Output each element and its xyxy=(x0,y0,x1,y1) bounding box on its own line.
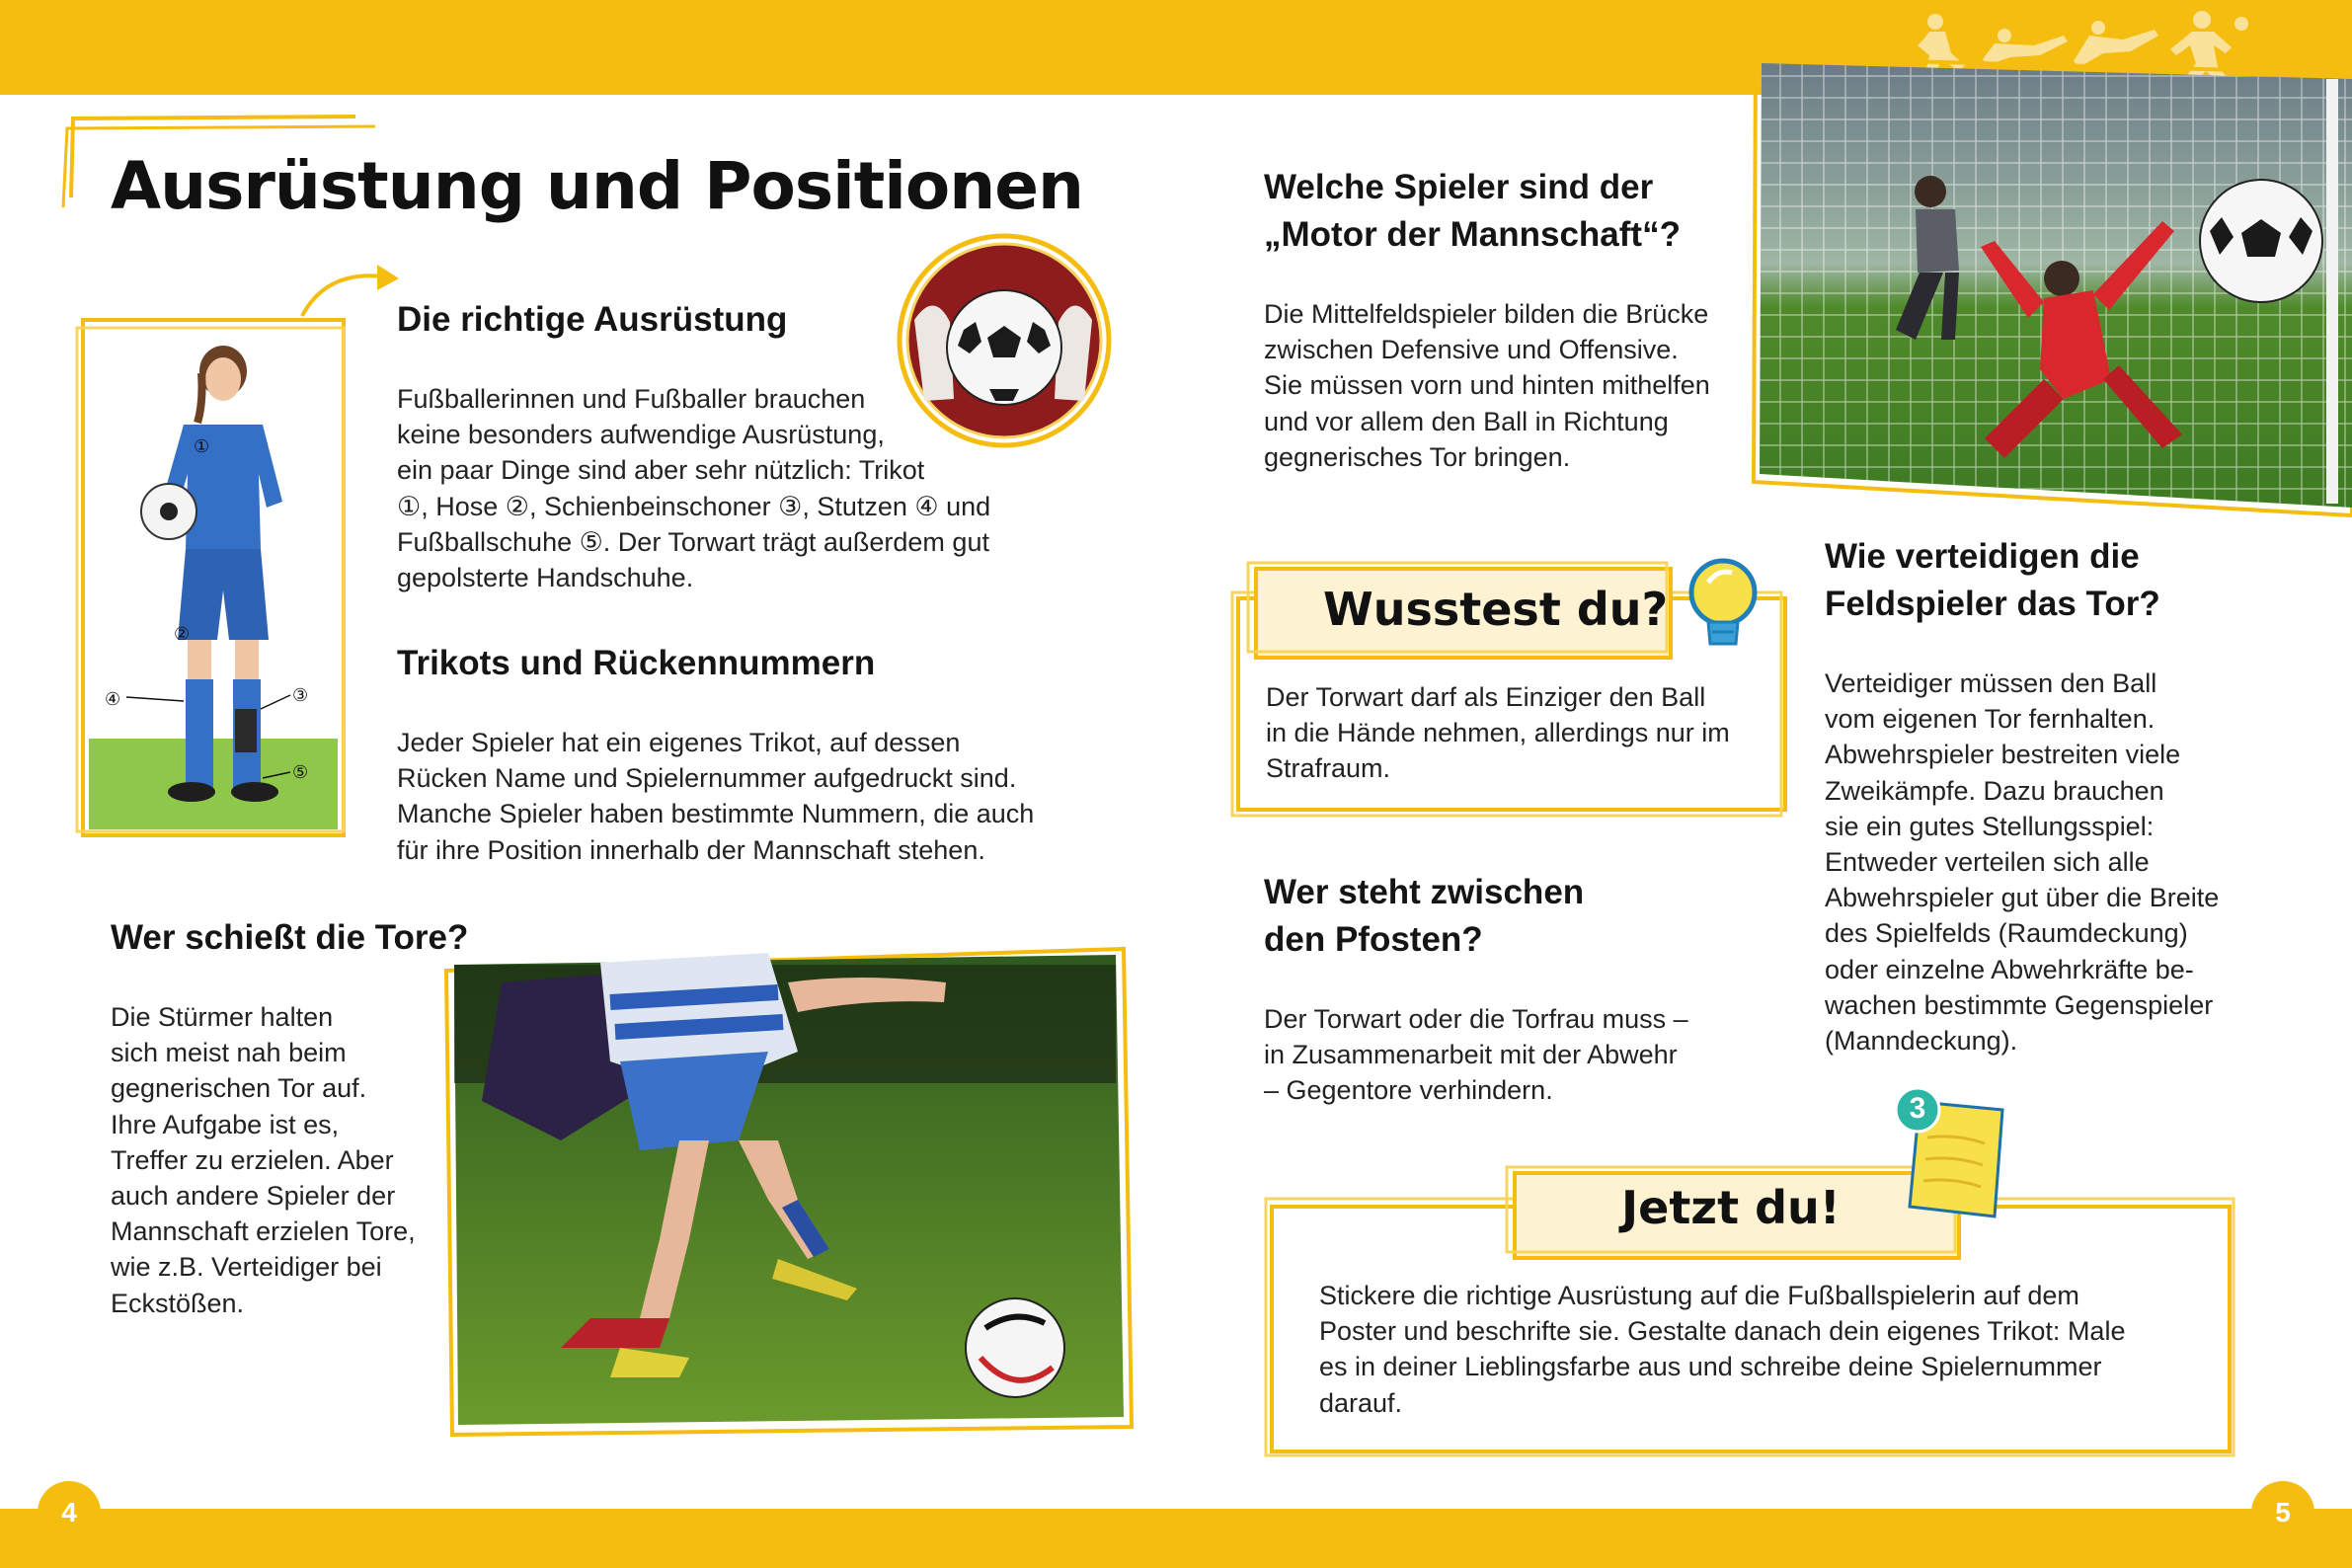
defenders-line: vom eigenen Tor fernhalten. xyxy=(1825,704,2156,735)
goalkeeper-photo xyxy=(1748,43,2352,517)
task-number-badge: 3 xyxy=(1909,1092,1926,1125)
svg-text:⑤: ⑤ xyxy=(292,762,309,783)
goalkeeper-heading-line: Wer steht zwischen xyxy=(1264,873,1585,911)
goalkeeper-line: in Zusammenarbeit mit der Abwehr xyxy=(1264,1040,1678,1070)
page-number-left: 4 xyxy=(38,1481,101,1544)
did-you-know-line: Der Torwart darf als Einziger den Ball xyxy=(1266,682,1706,712)
midfield-line: und vor allem den Ball in Richtung xyxy=(1264,406,1669,436)
your-turn-line: es in deiner Lieblingsfarbe aus und schreibe deine Spielernummer xyxy=(1319,1352,2102,1382)
defenders-line: (Manndeckung). xyxy=(1825,1026,2018,1057)
page-number-right: 5 xyxy=(2251,1481,2314,1544)
page-title: Ausrüstung und Positionen xyxy=(111,148,1083,224)
your-turn-box xyxy=(1264,1155,2241,1461)
strikers-line: gegnerischen Tor auf. xyxy=(111,1073,367,1104)
goalkeeper-text xyxy=(1264,1001,1738,1109)
jerseys-line: für ihre Position innerhalb der Mannschaft stehen. xyxy=(397,834,985,865)
strikers-line: auch andere Spieler der xyxy=(111,1181,396,1212)
strikers-heading: Wer schießt die Tore? xyxy=(111,918,469,957)
defenders-text xyxy=(1825,666,2338,1058)
midfield-heading-line: Welche Spieler sind der xyxy=(1264,168,1654,206)
defenders-line: oder einzelne Abwehrkräfte be- xyxy=(1825,954,2194,984)
strikers-line: Mannschaft erzielen Tore, xyxy=(111,1216,416,1247)
strikers-line: Treffer zu erzielen. Aber xyxy=(111,1144,394,1175)
midfield-heading-line: „Motor der Mannschaft“? xyxy=(1264,215,1681,254)
defenders-heading-line: Wie verteidigen die xyxy=(1825,537,2140,576)
midfield-text xyxy=(1264,296,1777,475)
equipment-line: ①, Hose ②, Schienbeinschoner ③, Stutzen ④ und xyxy=(397,491,991,521)
strikers-text xyxy=(111,999,446,1321)
defenders-line: Entweder verteilen sich alle xyxy=(1825,847,2150,878)
strikers-line: Eckstößen. xyxy=(111,1288,245,1318)
midfield-line: zwischen Defensive und Offensive. xyxy=(1264,335,1679,365)
did-you-know-text xyxy=(1266,679,1779,787)
equipment-heading: Die richtige Ausrüstung xyxy=(397,300,788,339)
gloves-ball-photo xyxy=(895,231,1114,450)
defenders-line: Zweikämpfe. Dazu brauchen xyxy=(1825,775,2164,806)
jerseys-heading: Trikots und Rückennummern xyxy=(397,644,876,682)
your-turn-line: Poster und beschrifte sie. Gestalte danach dein eigenes Trikot: Male xyxy=(1319,1316,2126,1347)
did-you-know-line: in die Hände nehmen, allerdings nur im xyxy=(1266,718,1730,748)
your-turn-text xyxy=(1319,1278,2208,1421)
defenders-heading-line: Feldspieler das Tor? xyxy=(1825,585,2160,623)
did-you-know-label: Wusstest du? xyxy=(1323,583,1669,636)
jerseys-text xyxy=(397,725,1108,868)
strikers-line: Die Stürmer halten xyxy=(111,1002,334,1032)
jerseys-line: Rücken Name und Spielernummer aufgedruckt sind. xyxy=(397,763,1017,794)
defenders-line: des Spielfelds (Raumdeckung) xyxy=(1825,918,2188,949)
goalkeeper-line: – Gegentore verhindern. xyxy=(1264,1075,1553,1106)
goalkeeper-heading xyxy=(1264,869,1584,964)
svg-text:④: ④ xyxy=(105,689,121,710)
your-turn-label: Jetzt du! xyxy=(1621,1181,1841,1234)
arrow-icon xyxy=(296,261,405,320)
did-you-know-line: Strafraum. xyxy=(1266,753,1391,784)
svg-text:②: ② xyxy=(174,624,191,645)
equipment-line: ein paar Dinge sind aber sehr nützlich: Trikot xyxy=(397,455,925,486)
midfield-line: Sie müssen vorn und hinten mithelfen xyxy=(1264,370,1710,401)
player-illustration xyxy=(75,314,352,847)
strikers-line: wie z.B. Verteidiger bei xyxy=(111,1252,382,1283)
midfield-line: gegnerisches Tor bringen. xyxy=(1264,441,1571,472)
equipment-line: keine besonders aufwendige Ausrüstung, xyxy=(397,420,885,450)
your-turn-line: Stickere die richtige Ausrüstung auf die Fußballspielerin auf dem xyxy=(1319,1281,2079,1310)
your-turn-line: darauf. xyxy=(1319,1387,1403,1418)
equipment-line: Fußballerinnen und Fußballer brauchen xyxy=(397,384,866,414)
jerseys-line: Jeder Spieler hat ein eigenes Trikot, auf dessen xyxy=(397,728,961,757)
defenders-line: Abwehrspieler gut über die Breite xyxy=(1825,883,2220,913)
defenders-line: Abwehrspieler bestreiten viele xyxy=(1825,740,2181,770)
midfield-line: Die Mittelfeldspieler bilden die Brücke xyxy=(1264,299,1709,329)
tackle-photo xyxy=(442,943,1134,1437)
lightbulb-icon xyxy=(1679,553,1767,662)
defenders-line: sie ein gutes Stellungsspiel: xyxy=(1825,811,2155,841)
svg-text:①: ① xyxy=(194,436,210,457)
strikers-line: Ihre Aufgabe ist es, xyxy=(111,1109,340,1139)
defenders-heading xyxy=(1825,533,2160,628)
strikers-line: sich meist nah beim xyxy=(111,1038,347,1068)
bottom-banner xyxy=(0,1509,2352,1568)
equipment-line: Fußballschuhe ⑤. Der Torwart trägt außerdem gut xyxy=(397,526,989,557)
goalkeeper-heading-line: den Pfosten? xyxy=(1264,920,1483,959)
defenders-line: Verteidiger müssen den Ball xyxy=(1825,668,2157,698)
jerseys-line: Manche Spieler haben bestimmte Nummern, die auch xyxy=(397,799,1035,829)
defenders-line: wachen bestimmte Gegenspieler xyxy=(1825,989,2214,1020)
equipment-line: gepolsterte Handschuhe. xyxy=(397,563,694,593)
svg-text:③: ③ xyxy=(292,685,309,706)
goalkeeper-line: Der Torwart oder die Torfrau muss – xyxy=(1264,1004,1688,1034)
midfield-heading xyxy=(1264,164,1681,259)
